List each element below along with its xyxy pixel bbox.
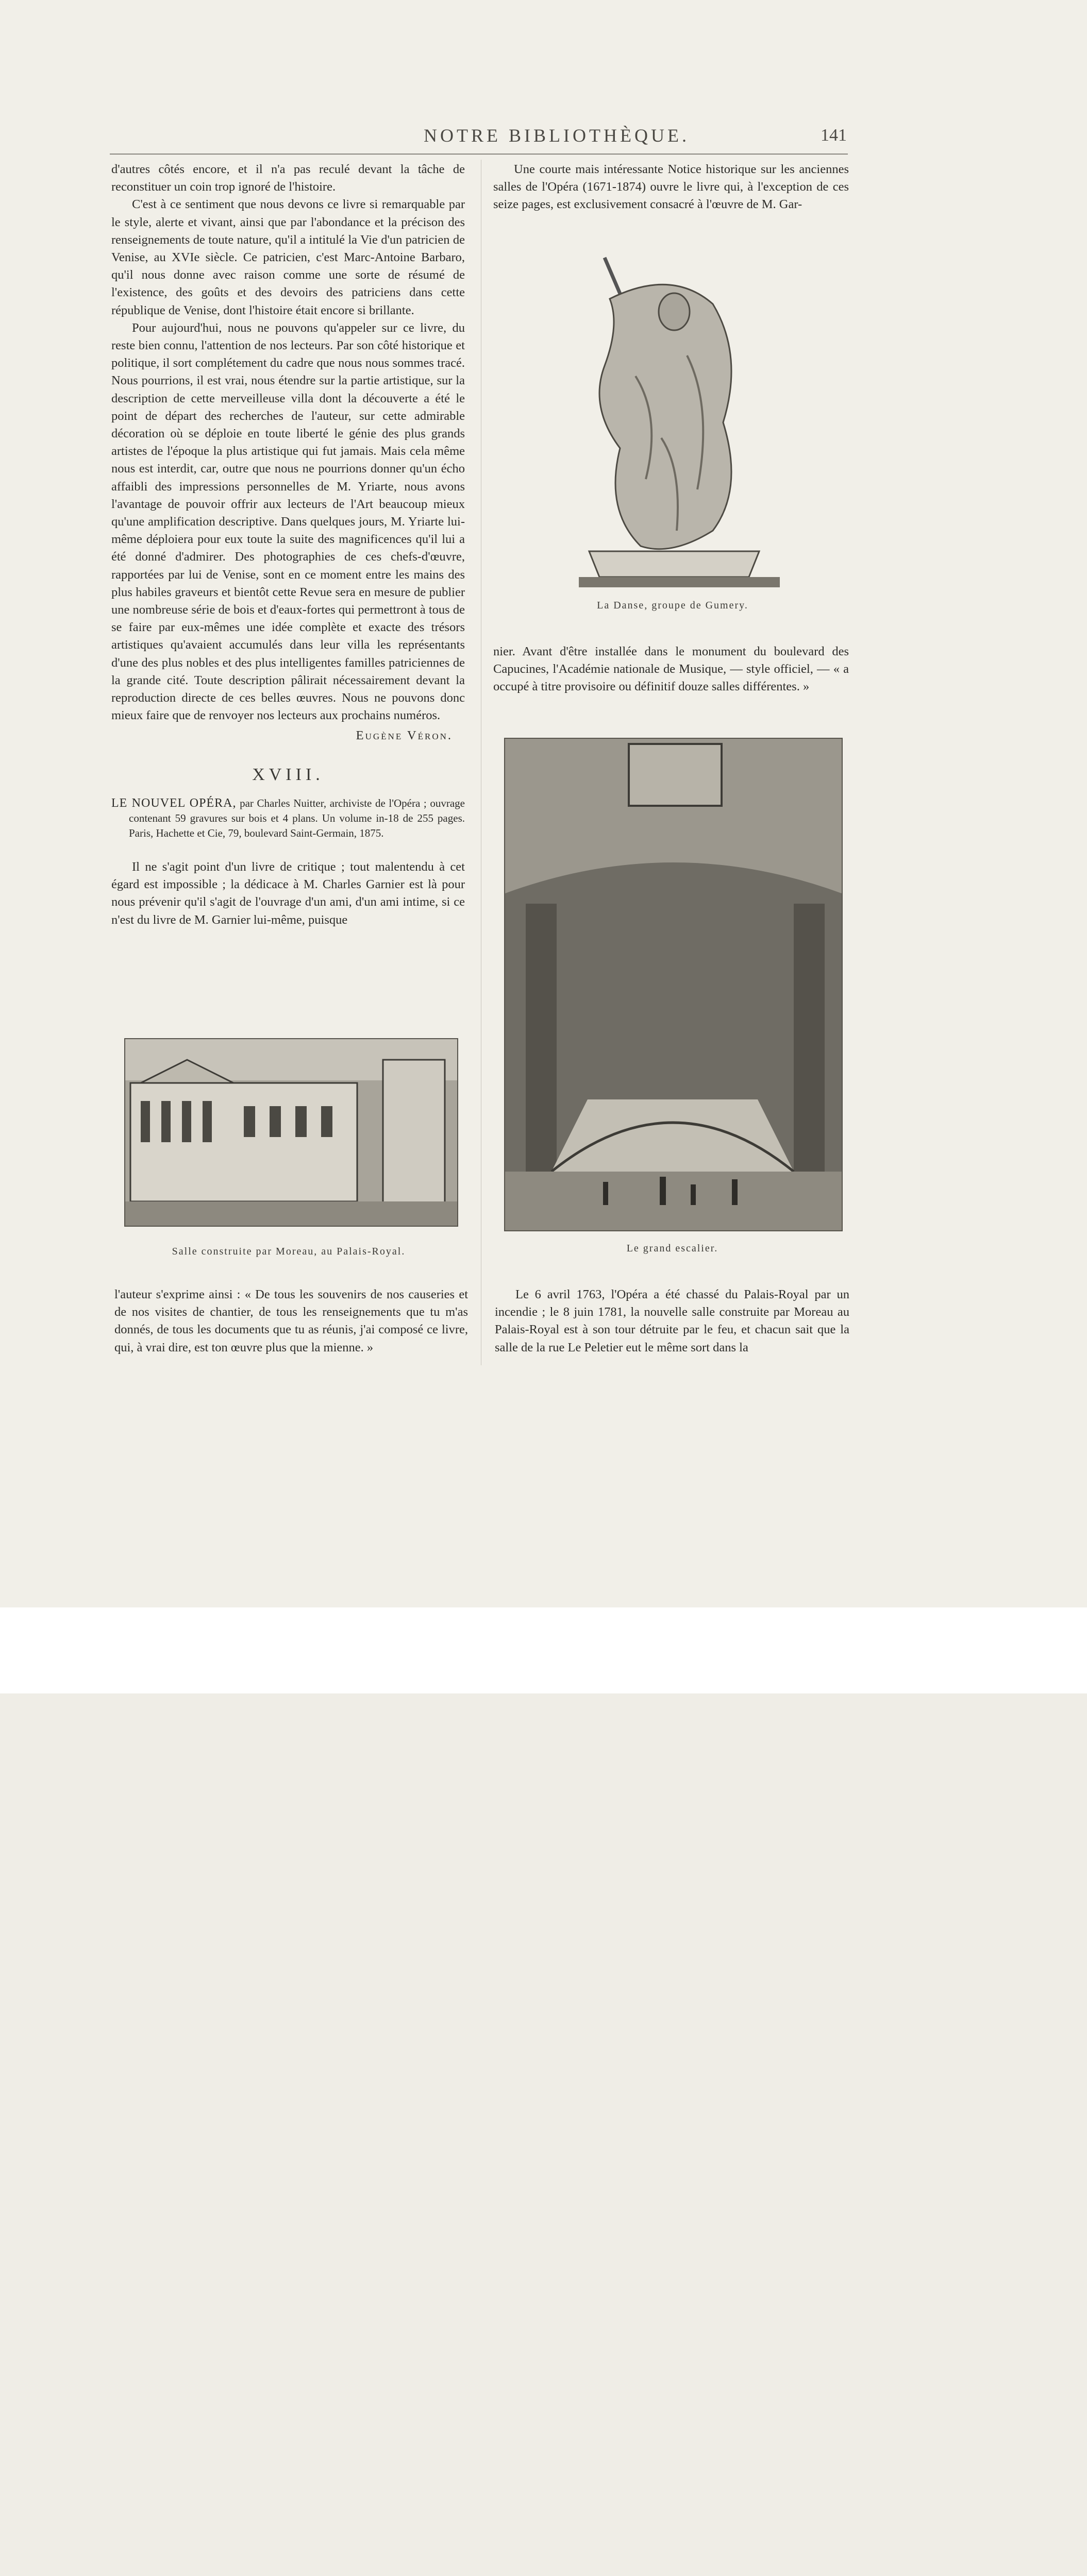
- bibliography-entry: [111, 796, 465, 841]
- paragraph: d'autres côtés encore, et il n'a pas reculé devant la tâche de reconstituer un coin trop ignoré de l'histoire.: [111, 162, 465, 194]
- header-rule: [110, 154, 848, 155]
- paragraph: Pour aujourd'hui, nous ne pouvons qu'appeler sur ce livre, du reste bien connu, l'attention de nos lecteurs. Par son côté historique et politique, il sort complétement du cadre que nous nous sommes tracé. Nous pourrions, il est vrai, nous étendre sur la partie artistique, sur la description de cette merveilleuse villa dont la découverte a été le point de départ des recherches de l'auteur, sur cette admirable décoration où se déploie en toute liberté le génie des plus grands artistes de l'époque la plus artistique qui fut jamais. Mais cela même nous est interdit, car, outre que nous ne pourrions donner qu'un écho affaibli des impressions personnelles de M. Yriarte, nous avons l'avantage de pouvoir offrir aux lecteurs de l'Art beaucoup mieux qu'une amplification descriptive. Dans quelques jours, M. Yriarte lui-même déploiera pour eux toute la suite des magnificences qu'il lui a été donné d'admirer. Des photographies de ces chefs-d'œuvre, rapportées par lui de Venise, sont en ce moment entre les mains des plus habiles graveurs et bientôt cette Revue sera en mesure de publier une nombreuse série de bois et d'eaux-fortes qui permettront à tous de se faire par eux-mêmes une idée complète et exacte des trésors artistiques qu'avaient accumulés dans leur villa les représentants d'une des plus nobles et des plus intelligentes familles patriciennes de la grande cité. Toute description pâlirait nécessairement devant la reproduction directe de ces belles œuvres. Nous ne pouvons donc mieux faire que de renvoyer nos lecteurs aux prochains numéros.: [111, 320, 465, 723]
- statue-caption: La Danse, groupe de Gumery.: [597, 600, 748, 611]
- palais-royal-hall-engraving: [124, 1038, 458, 1227]
- left-column: [111, 161, 465, 929]
- staircase-drawing: [505, 739, 842, 1230]
- paragraph: Il ne s'agit point d'un livre de critique ; tout malentendu à cet égard est impossible ; la dédicace à M. Charles Garnier est là pour nous prévenir qu'il s'agit de l'ouvrage d'un ami, d'un ami intime, si ce n'est du livre de M. Garnier lui-même, puisque: [111, 859, 465, 927]
- left-column-bottom: [114, 1286, 468, 1357]
- statue-drawing: [558, 222, 790, 592]
- right-column-bottom: [495, 1286, 849, 1357]
- paragraph: l'auteur s'exprime ainsi : « De tous les souvenirs de nos causeries et de nos visites de chantier, de tous les renseignements que tu m'as donnés, de tous les documents que tu as réunis, j'ai composé ce livre, qui, à vrai dire, est ton œuvre plus que la mienne. »: [114, 1287, 468, 1354]
- statue-engraving: [558, 222, 790, 592]
- running-title: NOTRE BIBLIOTHÈQUE.: [424, 125, 690, 146]
- right-column: [493, 161, 849, 214]
- staircase-caption: Le grand escalier.: [626, 1243, 718, 1254]
- author-signature: Eugène Véron.: [356, 728, 453, 742]
- paragraph: Le 6 avril 1763, l'Opéra a été chassé du Palais-Royal par un incendie ; le 8 juin 1781, la nouvelle salle construite par Moreau au Palais-Royal est à son tour détruite par le feu, et chacun sait que la salle de la rue Le Peletier eut le même sort dans la: [495, 1287, 849, 1354]
- grand-staircase-engraving: [504, 738, 843, 1231]
- hall-caption: Salle construite par Moreau, au Palais-Royal.: [172, 1246, 406, 1257]
- book-details: par Charles Nuitter, archiviste de l'Opéra ; ouvrage contenant 59 gravures sur bois et 4 plans. Un volume in-18 de 255 pages. Paris, Hachette et Cie, 79, boulevard Saint-Germain, 1875.: [129, 796, 465, 839]
- footer-bar: [0, 1607, 1087, 1693]
- page-number: 141: [821, 126, 847, 145]
- paragraph: nier. Avant d'être installée dans le monument du boulevard des Capucines, l'Académie nationale de Musique, — style officiel, — « a occupé à titre provisoire ou définitif douze salles différentes. »: [493, 645, 849, 694]
- hall-drawing: [125, 1039, 457, 1226]
- book-title: LE NOUVEL OPÉRA,: [111, 796, 237, 810]
- paragraph: C'est à ce sentiment que nous devons ce livre si remarquable par le style, alerte et vivant, ainsi que par l'abondance et la précison des renseignements de toute nature, qu'il a intitulé la Vie d'un patricien de Venise, au XVIe siècle. Ce patricien, c'est Marc-Antoine Barbaro, qu'il nous donne avec raison comme une sorte de résumé de l'existence, des goûts et des devoirs des patriciens dans cette république de Venise, dont l'histoire était encore si brillante.: [111, 197, 465, 317]
- right-column-continued: [493, 643, 849, 696]
- paragraph: Une courte mais intéressante Notice historique sur les anciennes salles de l'Opéra (1671-1874) ouvre le livre qui, à l'exception de ces seize pages, est exclusivement consacré à l'œuvre de M. Gar-: [493, 162, 849, 212]
- section-number: XVIII.: [252, 765, 324, 784]
